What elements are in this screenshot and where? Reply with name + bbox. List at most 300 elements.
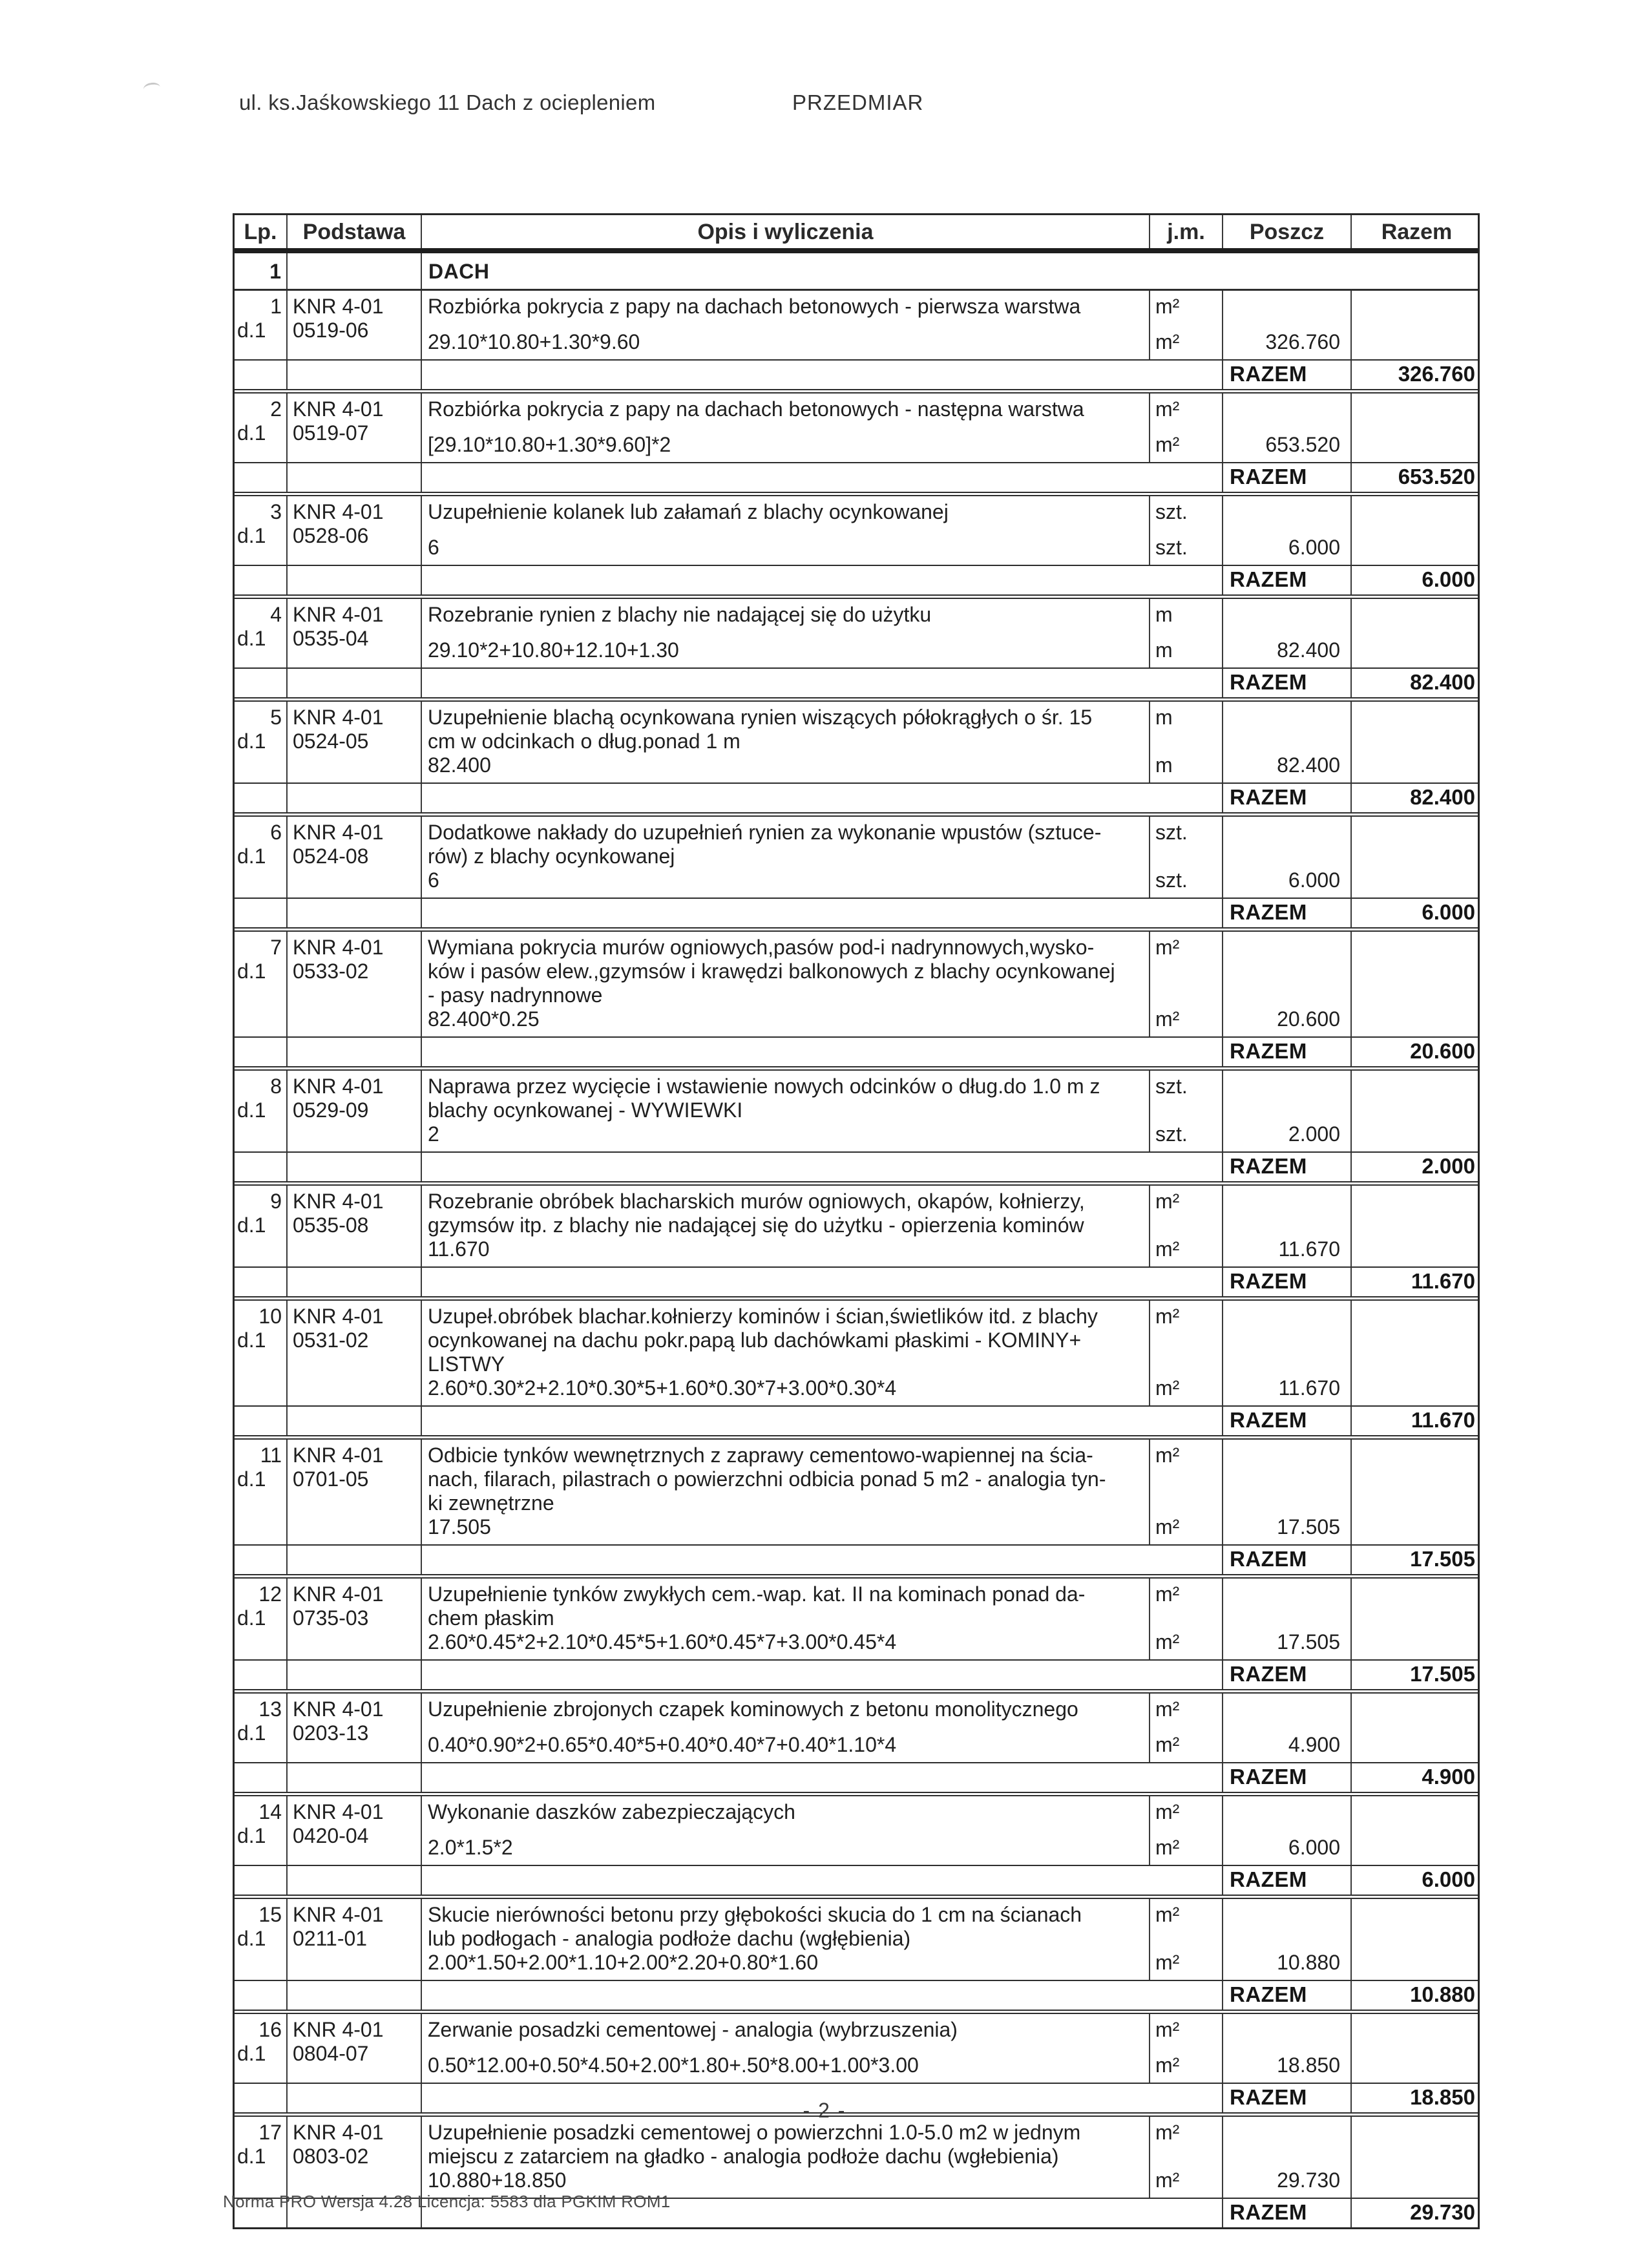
item-partial-value: 4.900 — [1288, 1733, 1340, 1756]
razem-basis-empty — [288, 1661, 422, 1689]
item-description-line: Uzupełnienie zbrojonych czapek kominowych z betonu monolitycznego — [428, 1697, 1078, 1721]
column-header-razem: Razem — [1381, 220, 1453, 244]
item-description-line: Wymiana pokrycia murów ogniowych,pasów pod-i nadrynnowych,wysko- — [428, 936, 1095, 959]
item-dept-ref: d.1 — [237, 524, 266, 547]
item-description-line: Uzupeł.obróbek blachar.kołnierzy kominów i ścian,świetlików itd. z blachy — [428, 1305, 1098, 1328]
item-dept-ref: d.1 — [237, 2042, 266, 2065]
item-description-line: blachy ocynkowanej - WYWIEWKI — [428, 1098, 743, 1122]
item-block — [235, 1435, 1478, 1574]
item-description — [428, 1444, 1145, 1515]
item-description-line: chem płaskim — [428, 1606, 554, 1630]
item-description — [428, 1190, 1145, 1237]
item-description — [428, 2018, 1145, 2042]
razem-total-value: 6.000 — [1422, 567, 1475, 591]
razem-merged-empty — [422, 1981, 1223, 2010]
razem-merged-empty — [422, 899, 1223, 927]
razem-basis-empty — [288, 1407, 422, 1435]
item-dept-ref: d.1 — [237, 730, 266, 753]
item-description-line: cm w odcinkach o dług.ponad 1 m — [428, 730, 740, 753]
item-calculation: 2.60*0.45*2+2.10*0.45*5+1.60*0.45*7+3.00*0.45*4 — [428, 1630, 897, 1654]
item-razem-empty — [1352, 817, 1482, 898]
item-basis-code: 0701-05 — [293, 1467, 369, 1491]
column-header-opis: Opis i wyliczenia — [422, 215, 1150, 248]
item-number: 3 — [270, 500, 282, 523]
item-basis-code: 0211-01 — [293, 1927, 368, 1950]
razem-basis-empty — [288, 1153, 422, 1181]
item-unit-bottom: m² — [1155, 1515, 1180, 1538]
item-partial-value: 20.600 — [1277, 1007, 1340, 1031]
item-number: 15 — [258, 1903, 282, 1926]
razem-total-value: 6.000 — [1422, 1867, 1475, 1891]
razem-label: RAZEM — [1223, 1038, 1352, 1066]
item-basis-norm: KNR 4-01 — [293, 397, 384, 421]
item-unit-top: m — [1155, 706, 1173, 729]
item-unit-top: m² — [1155, 1190, 1180, 1213]
item-basis-code: 0524-05 — [293, 730, 369, 753]
item-description-line: Uzupełnienie tynków zwykłych cem.-wap. kat. II na kominach ponad da- — [428, 1582, 1086, 1606]
razem-lp-empty — [235, 1038, 288, 1066]
razem-merged-empty — [422, 1038, 1223, 1066]
item-number: 17 — [258, 2121, 282, 2144]
item-description — [428, 1903, 1145, 1951]
item-description — [428, 1697, 1145, 1721]
razem-basis-empty — [288, 1268, 422, 1296]
przedmiar-table — [233, 213, 1480, 2229]
item-calculation: 0.40*0.90*2+0.65*0.40*5+0.40*0.40*7+0.40*1.10*4 — [428, 1733, 897, 1756]
razem-label: RAZEM — [1223, 1407, 1352, 1435]
razem-total-value: 82.400 — [1410, 670, 1475, 694]
item-number: 5 — [270, 706, 282, 729]
razem-lp-empty — [235, 463, 288, 492]
item-description-line: Dodatkowe nakłady do uzupełnień rynien za wykonanie wpustów (sztuce- — [428, 821, 1102, 844]
item-calculation: 10.880+18.850 — [428, 2168, 567, 2192]
item-block — [235, 1574, 1478, 1689]
item-unit-bottom: m² — [1155, 1951, 1180, 1974]
razem-merged-empty — [422, 1153, 1223, 1181]
item-basis-code: 0735-03 — [293, 1606, 369, 1630]
item-partial-value: 29.730 — [1277, 2168, 1340, 2192]
item-block — [235, 812, 1478, 927]
item-description — [428, 1075, 1145, 1122]
item-basis-norm: KNR 4-01 — [293, 936, 384, 959]
item-unit-top: m² — [1155, 397, 1180, 421]
item-unit-bottom: m² — [1155, 1007, 1180, 1031]
item-block — [235, 2010, 1478, 2112]
razem-basis-empty — [288, 899, 422, 927]
item-number: 10 — [258, 1305, 282, 1328]
item-description — [428, 2121, 1145, 2168]
section-title: DACH — [428, 260, 490, 283]
item-basis-norm: KNR 4-01 — [293, 706, 384, 729]
item-description — [428, 1800, 1145, 1824]
column-header-podstawa: Podstawa — [288, 215, 422, 248]
razem-merged-empty — [422, 1407, 1223, 1435]
razem-label: RAZEM — [1223, 1981, 1352, 2010]
razem-total-value: 2.000 — [1422, 1154, 1475, 1178]
item-unit-bottom: m² — [1155, 330, 1180, 353]
item-basis-norm: KNR 4-01 — [293, 1190, 384, 1213]
item-description-line: Skucie nierówności betonu przy głębokości skucia do 1 cm na ścianach — [428, 1903, 1082, 1926]
razem-lp-empty — [235, 1546, 288, 1574]
item-block — [235, 1792, 1478, 1895]
razem-lp-empty — [235, 1763, 288, 1792]
item-number: 4 — [270, 603, 282, 626]
item-number: 9 — [270, 1190, 282, 1213]
razem-label: RAZEM — [1223, 784, 1352, 812]
razem-label: RAZEM — [1223, 899, 1352, 927]
section-basis-empty — [288, 253, 422, 289]
item-razem-empty — [1352, 1579, 1482, 1659]
column-header-lp: Lp. — [235, 215, 288, 248]
item-description-line: Rozebranie rynien z blachy nie nadającej się do użytku — [428, 603, 932, 626]
item-number: 1 — [270, 295, 282, 318]
item-number: 6 — [270, 821, 282, 844]
item-dept-ref: d.1 — [237, 1098, 266, 1122]
item-basis-norm: KNR 4-01 — [293, 2018, 384, 2041]
item-description-line: Naprawa przez wycięcie i wstawienie nowych odcinków o dług.do 1.0 m z — [428, 1075, 1100, 1098]
razem-merged-empty — [422, 784, 1223, 812]
item-block — [235, 492, 1478, 594]
item-partial-value: 17.505 — [1277, 1515, 1340, 1538]
item-description-line: Rozbiórka pokrycia z papy na dachach betonowych - pierwsza warstwa — [428, 295, 1081, 318]
item-basis-norm: KNR 4-01 — [293, 1305, 384, 1328]
item-partial-value: 6.000 — [1288, 868, 1340, 892]
item-dept-ref: d.1 — [237, 2145, 266, 2168]
item-description-line: lub podłogach - analogia podłoże dachu (wgłębienia) — [428, 1927, 911, 1950]
item-block — [235, 927, 1478, 1066]
item-dept-ref: d.1 — [237, 1328, 266, 1352]
razem-total-value: 18.850 — [1410, 2085, 1475, 2109]
item-razem-empty — [1352, 1796, 1482, 1865]
item-description-line: ocynkowanej na dachu pokr.papą lub dachówkami płaskimi - KOMINY+ — [428, 1328, 1082, 1352]
item-unit-top: m² — [1155, 936, 1180, 959]
column-header-poszcz: Poszcz — [1223, 215, 1352, 248]
item-dept-ref: d.1 — [237, 1824, 266, 1847]
razem-label: RAZEM — [1223, 1763, 1352, 1792]
razem-lp-empty — [235, 1268, 288, 1296]
item-basis-norm: KNR 4-01 — [293, 1075, 384, 1098]
item-description-line: ki zewnętrzne — [428, 1491, 554, 1515]
item-razem-empty — [1352, 1440, 1482, 1544]
item-calculation: 2.60*0.30*2+2.10*0.30*5+1.60*0.30*7+3.00*0.30*4 — [428, 1376, 897, 1400]
razem-label: RAZEM — [1223, 1866, 1352, 1895]
item-description-line: Rozebranie obróbek blacharskich murów ogniowych, okapów, kołnierzy, — [428, 1190, 1085, 1213]
item-dept-ref: d.1 — [237, 1213, 266, 1237]
razem-merged-empty — [422, 669, 1223, 697]
razem-basis-empty — [288, 669, 422, 697]
item-calculation: 11.670 — [428, 1237, 490, 1261]
item-description-line: gzymsów itp. z blachy nie nadającej się do użytku - opierzenia kominów — [428, 1213, 1084, 1237]
item-description-line: LISTWY — [428, 1352, 505, 1376]
item-basis-norm: KNR 4-01 — [293, 821, 384, 844]
razem-lp-empty — [235, 1661, 288, 1689]
document-title: ul. ks.Jaśkowskiego 11 Dach z ociepleniem — [239, 90, 656, 114]
item-block — [235, 1689, 1478, 1792]
item-block — [235, 389, 1478, 492]
document-type-label: PRZEDMIAR — [792, 90, 924, 114]
item-unit-bottom: szt. — [1155, 536, 1188, 559]
item-basis-norm: KNR 4-01 — [293, 1903, 384, 1926]
razem-lp-empty — [235, 1153, 288, 1181]
item-partial-value: 11.670 — [1278, 1237, 1340, 1261]
item-basis-code: 0803-02 — [293, 2145, 369, 2168]
item-basis-code: 0533-02 — [293, 960, 369, 983]
item-block — [235, 594, 1478, 697]
razem-lp-empty — [235, 669, 288, 697]
razem-basis-empty — [288, 1546, 422, 1574]
item-description — [428, 821, 1145, 868]
item-description-line: Uzupełnienie blachą ocynkowana rynien wiszących półokrągłych o śr. 15 — [428, 706, 1093, 729]
item-description — [428, 295, 1145, 319]
razem-merged-empty — [422, 1546, 1223, 1574]
item-description-line: Zerwanie posadzki cementowej - analogia (wybrzuszenia) — [428, 2018, 958, 2041]
item-basis-code: 0519-06 — [293, 319, 369, 342]
item-unit-top: m² — [1155, 2121, 1180, 2144]
item-basis-norm: KNR 4-01 — [293, 295, 384, 318]
razem-total-value: 82.400 — [1410, 785, 1475, 809]
item-razem-empty — [1352, 1186, 1482, 1266]
item-razem-empty — [1352, 2014, 1482, 2083]
razem-merged-empty — [422, 1268, 1223, 1296]
item-partial-value: 11.670 — [1278, 1376, 1340, 1400]
razem-merged-empty — [422, 361, 1223, 389]
item-razem-empty — [1352, 1694, 1482, 1762]
item-number: 11 — [260, 1444, 282, 1467]
razem-merged-empty — [422, 463, 1223, 492]
item-unit-bottom: m² — [1155, 433, 1180, 456]
item-basis-code: 0535-04 — [293, 627, 369, 650]
item-calculation: 82.400*0.25 — [428, 1007, 540, 1031]
item-basis-norm: KNR 4-01 — [293, 2121, 384, 2144]
item-description — [428, 706, 1145, 753]
item-unit-bottom: m² — [1155, 1630, 1180, 1654]
razem-label: RAZEM — [1223, 1546, 1352, 1574]
razem-label: RAZEM — [1223, 2084, 1352, 2112]
razem-basis-empty — [288, 1038, 422, 1066]
item-description-line: Uzupełnienie posadzki cementowej o powierzchni 1.0-5.0 m2 w jednym — [428, 2121, 1081, 2144]
item-partial-value: 6.000 — [1288, 536, 1340, 559]
item-partial-value: 6.000 — [1288, 1836, 1340, 1859]
razem-lp-empty — [235, 1981, 288, 2010]
item-unit-bottom: m² — [1155, 1733, 1180, 1756]
item-unit-top: m² — [1155, 1305, 1180, 1328]
item-unit-top: m² — [1155, 1582, 1180, 1606]
razem-total-value: 17.505 — [1410, 1547, 1475, 1571]
item-unit-top: szt. — [1155, 1075, 1188, 1098]
item-partial-value: 17.505 — [1277, 1630, 1340, 1654]
item-description-line: Odbicie tynków wewnętrznych z zaprawy cementowo-wapiennej na ścia- — [428, 1444, 1093, 1467]
item-description — [428, 397, 1145, 421]
item-calculation: 6 — [428, 868, 439, 892]
razem-total-value: 11.670 — [1411, 1269, 1475, 1293]
item-dept-ref: d.1 — [237, 421, 266, 445]
razem-merged-empty — [422, 1866, 1223, 1895]
item-calculation: 29.10*10.80+1.30*9.60 — [428, 330, 640, 353]
item-number: 13 — [258, 1697, 282, 1721]
razem-basis-empty — [288, 1763, 422, 1792]
item-dept-ref: d.1 — [237, 1467, 266, 1491]
item-number: 8 — [270, 1075, 282, 1098]
razem-label: RAZEM — [1223, 1268, 1352, 1296]
item-block — [235, 1895, 1478, 2010]
razem-lp-empty — [235, 361, 288, 389]
item-partial-value: 18.850 — [1277, 2053, 1340, 2077]
item-calculation: 82.400 — [428, 753, 491, 777]
item-blocks — [235, 291, 1478, 2227]
item-dept-ref: d.1 — [237, 1721, 266, 1745]
item-unit-bottom: szt. — [1155, 868, 1188, 892]
item-calculation: [29.10*10.80+1.30*9.60]*2 — [428, 433, 671, 456]
item-unit-bottom: m² — [1155, 2168, 1180, 2192]
item-block — [235, 1181, 1478, 1296]
item-dept-ref: d.1 — [237, 627, 266, 650]
column-header-jm: j.m. — [1150, 215, 1223, 248]
item-razem-empty — [1352, 1071, 1482, 1151]
item-razem-empty — [1352, 599, 1482, 667]
item-block — [235, 1066, 1478, 1181]
item-unit-top: m² — [1155, 295, 1180, 318]
item-basis-code: 0529-09 — [293, 1098, 369, 1122]
razem-label: RAZEM — [1223, 463, 1352, 492]
item-description-line: miejscu z zatarciem na gładko - analogia podłoże dachu (wgłebienia) — [428, 2145, 1059, 2168]
item-description — [428, 603, 1145, 627]
item-description-line: rów) z blachy ocynkowanej — [428, 845, 675, 868]
item-description — [428, 1582, 1145, 1630]
razem-lp-empty — [235, 899, 288, 927]
item-basis-code: 0203-13 — [293, 1721, 369, 1745]
item-description — [428, 1305, 1145, 1376]
razem-total-value: 326.760 — [1398, 362, 1475, 386]
item-dept-ref: d.1 — [237, 319, 266, 342]
item-dept-ref: d.1 — [237, 1606, 266, 1630]
razem-basis-empty — [288, 784, 422, 812]
item-description-line: Wykonanie daszków zabezpieczających — [428, 1800, 795, 1823]
item-calculation: 6 — [428, 536, 439, 559]
razem-lp-empty — [235, 1866, 288, 1895]
razem-merged-empty — [422, 566, 1223, 594]
razem-lp-empty — [235, 784, 288, 812]
item-unit-bottom: m — [1155, 638, 1173, 662]
item-dept-ref: d.1 — [237, 960, 266, 983]
item-partial-value: 326.760 — [1265, 330, 1340, 353]
item-description — [428, 500, 1145, 524]
item-razem-empty — [1352, 1301, 1482, 1405]
item-razem-empty — [1352, 1899, 1482, 1980]
razem-label: RAZEM — [1223, 1661, 1352, 1689]
item-basis-code: 0804-07 — [293, 2042, 369, 2065]
razem-label: RAZEM — [1223, 669, 1352, 697]
item-partial-value: 82.400 — [1277, 638, 1340, 662]
item-description-line: Uzupełnienie kolanek lub załamań z blachy ocynkowanej — [428, 500, 949, 523]
item-number: 2 — [270, 397, 282, 421]
item-partial-value: 10.880 — [1277, 1951, 1340, 1974]
item-basis-norm: KNR 4-01 — [293, 1582, 384, 1606]
razem-label: RAZEM — [1223, 2199, 1352, 2227]
item-unit-top: szt. — [1155, 500, 1188, 523]
razem-merged-empty — [422, 1661, 1223, 1689]
razem-total-value: 6.000 — [1422, 900, 1475, 924]
item-description-line: - pasy nadrynnowe — [428, 983, 603, 1007]
item-unit-top: m — [1155, 603, 1173, 626]
item-number: 16 — [258, 2018, 282, 2041]
scan-artifact — [143, 81, 161, 94]
section-number: 1 — [235, 253, 288, 289]
item-unit-bottom: m² — [1155, 1376, 1180, 1400]
item-unit-bottom: szt. — [1155, 1122, 1188, 1146]
item-basis-code: 0528-06 — [293, 524, 369, 547]
item-basis-code: 0524-08 — [293, 845, 369, 868]
item-calculation: 2.00*1.50+2.00*1.10+2.00*2.20+0.80*1.60 — [428, 1951, 819, 1974]
item-partial-value: 82.400 — [1277, 753, 1340, 777]
software-footer: Norma PRO Wersja 4.28 Licencja: 5583 dla PGKIM ROM1 — [223, 2192, 671, 2211]
item-number: 14 — [258, 1800, 282, 1823]
item-basis-norm: KNR 4-01 — [293, 1800, 384, 1823]
item-unit-top: szt. — [1155, 821, 1188, 844]
item-calculation: 2.0*1.5*2 — [428, 1836, 513, 1859]
item-description-line: nach, filarach, pilastrach o powierzchni odbicia ponad 5 m2 - analogia tyn- — [428, 1467, 1106, 1491]
item-unit-bottom: m² — [1155, 1836, 1180, 1859]
item-basis-code: 0531-02 — [293, 1328, 369, 1352]
item-number: 12 — [258, 1582, 282, 1606]
razem-basis-empty — [288, 463, 422, 492]
item-basis-code: 0420-04 — [293, 1824, 369, 1847]
item-razem-empty — [1352, 2117, 1482, 2198]
item-razem-empty — [1352, 394, 1482, 462]
item-razem-empty — [1352, 932, 1482, 1036]
item-block — [235, 697, 1478, 812]
item-number: 7 — [270, 936, 282, 959]
razem-label: RAZEM — [1223, 566, 1352, 594]
item-partial-value: 653.520 — [1265, 433, 1340, 456]
item-description-line: ków i pasów elew.,gzymsów i krawędzi balkonowych z blachy ocynkowanej — [428, 960, 1115, 983]
item-unit-top: m² — [1155, 1800, 1180, 1823]
item-basis-norm: KNR 4-01 — [293, 603, 384, 626]
table-header-row — [235, 215, 1478, 253]
item-unit-bottom: m² — [1155, 1237, 1180, 1261]
razem-basis-empty — [288, 361, 422, 389]
item-calculation: 17.505 — [428, 1515, 491, 1538]
item-razem-empty — [1352, 702, 1482, 782]
razem-lp-empty — [235, 1407, 288, 1435]
item-dept-ref: d.1 — [237, 845, 266, 868]
item-unit-top: m² — [1155, 1444, 1180, 1467]
razem-total-value: 653.520 — [1398, 465, 1475, 488]
item-block — [235, 291, 1478, 389]
item-basis-norm: KNR 4-01 — [293, 1697, 384, 1721]
item-calculation: 29.10*2+10.80+12.10+1.30 — [428, 638, 679, 662]
razem-basis-empty — [288, 1981, 422, 2010]
item-unit-top: m² — [1155, 2018, 1180, 2041]
razem-total-value: 11.670 — [1411, 1408, 1475, 1432]
item-unit-top: m² — [1155, 1697, 1180, 1721]
razem-merged-empty — [422, 1763, 1223, 1792]
item-block — [235, 1296, 1478, 1435]
razem-basis-empty — [288, 1866, 422, 1895]
item-basis-norm: KNR 4-01 — [293, 500, 384, 523]
item-description — [428, 936, 1145, 1007]
item-dept-ref: d.1 — [237, 1927, 266, 1950]
razem-basis-empty — [288, 566, 422, 594]
item-basis-code: 0519-07 — [293, 421, 369, 445]
item-calculation: 0.50*12.00+0.50*4.50+2.00*1.80+.50*8.00+1.00*3.00 — [428, 2053, 919, 2077]
item-description-line: Rozbiórka pokrycia z papy na dachach betonowych - następna warstwa — [428, 397, 1084, 421]
item-basis-norm: KNR 4-01 — [293, 1444, 384, 1467]
razem-total-value: 20.600 — [1410, 1039, 1475, 1063]
razem-label: RAZEM — [1223, 361, 1352, 389]
razem-total-value: 4.900 — [1422, 1765, 1475, 1789]
item-basis-code: 0535-08 — [293, 1213, 369, 1237]
page-number: - 2 - — [803, 2099, 846, 2122]
